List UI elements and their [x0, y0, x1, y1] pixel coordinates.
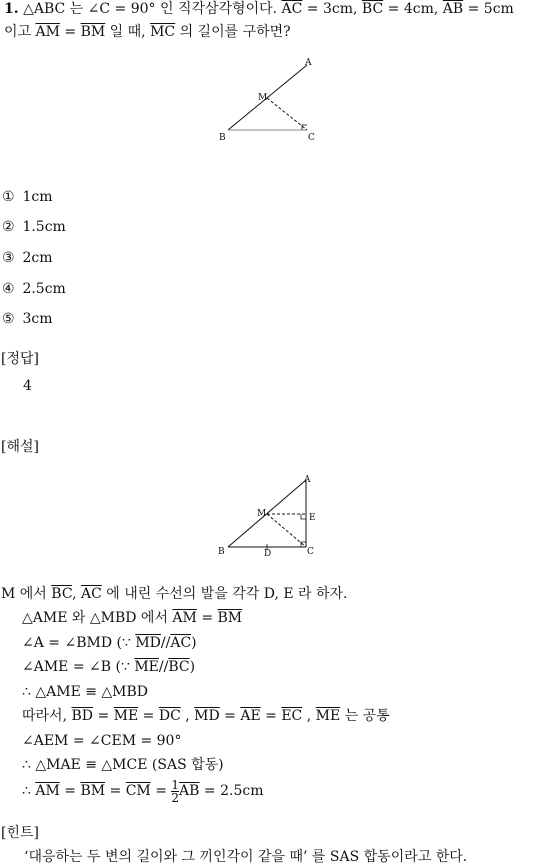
text: =	[150, 783, 172, 799]
segment-dc: $\overline{DC}$	[158, 708, 181, 724]
segment-am: $\overline{AM}$	[35, 24, 60, 40]
choice-2-text: 1.5cm	[22, 219, 66, 235]
solution-line-6	[22, 709, 390, 723]
choice-3-text: 2cm	[22, 250, 53, 266]
question-text: = 4cm,	[383, 1, 443, 17]
answer-heading: [정답]	[1, 351, 39, 367]
choice-4-mark: ④	[2, 281, 15, 297]
choice-4-text: 2.5cm	[22, 281, 66, 297]
segment-ac: $\overline{AC}$	[80, 586, 102, 602]
solution-figure	[210, 472, 325, 560]
hint-text: ‘대응하는 두 변의 길이와 그 끼인각이 같을 때’ 를 SAS 합동이라고 한다.	[24, 849, 468, 865]
label-m: M	[257, 509, 267, 519]
text: ,	[302, 708, 316, 724]
solution-line-3	[22, 636, 197, 650]
solution-heading: [해설]	[1, 439, 39, 455]
answer-value: 4	[23, 378, 32, 394]
label-c: C	[307, 547, 314, 557]
text: =	[196, 610, 218, 626]
question-text: 이고	[4, 24, 36, 40]
text: ∠AME = ∠B (∵	[22, 659, 135, 675]
segment-ae: $\overline{AE}$	[240, 708, 261, 724]
choice-2[interactable]	[2, 220, 66, 234]
segment-ab: $\overline{AB}$	[442, 1, 464, 17]
hint-heading: [힌트]	[1, 825, 39, 841]
segment-cm: $\overline{CM}$	[125, 783, 151, 799]
solution-line-9	[22, 777, 263, 805]
segment-me: $\overline{ME}$	[315, 708, 341, 724]
label-d: D	[264, 549, 272, 559]
question-text: =	[59, 24, 81, 40]
segment-ab: $\overline{AB}$	[179, 783, 200, 799]
question-text: = 3cm,	[302, 1, 362, 17]
segment-am: $\overline{AM}$	[35, 783, 60, 799]
label-e: E	[309, 513, 316, 523]
text: 따라서,	[22, 708, 72, 724]
label-a: A	[304, 475, 311, 485]
segment-mc: $\overline{MC}$	[150, 24, 176, 40]
choice-1-mark: ①	[2, 189, 15, 205]
choice-5-text: 3cm	[22, 311, 53, 327]
triangle-figure	[210, 58, 325, 148]
text: =	[59, 783, 81, 799]
choice-1-text: 1cm	[22, 189, 53, 205]
segment-bd: $\overline{BD}$	[71, 708, 93, 724]
text: 에 내린 수선의 발을 각각 D, E 라 하자.	[101, 586, 348, 602]
segment-md: $\overline{MD}$	[135, 635, 161, 651]
segment-ac: $\overline{AC}$	[170, 635, 192, 651]
text: ,	[72, 586, 81, 602]
text: ∴	[22, 783, 36, 799]
segment-me: $\overline{ME}$	[134, 659, 159, 675]
text: M 에서	[1, 586, 52, 602]
text: =	[219, 708, 241, 724]
choice-3-mark: ③	[2, 250, 15, 266]
solution-line-5: ∴ △AME ≡ △MBD	[22, 684, 149, 700]
text: △AME 와 △MBD 에서	[22, 610, 173, 626]
segment-md: $\overline{MD}$	[194, 708, 220, 724]
segment-mc-line	[267, 98, 307, 130]
segment-bm: $\overline{BM}$	[217, 610, 243, 626]
fraction-denominator: 2	[171, 790, 180, 805]
text: = 2.5cm	[199, 783, 264, 799]
choice-1[interactable]	[2, 190, 52, 204]
choice-5-mark: ⑤	[2, 311, 15, 327]
segment-bc: $\overline{BC}$	[168, 659, 190, 675]
text: ∠A = ∠BMD (∵	[22, 635, 136, 651]
text: ,	[180, 708, 195, 724]
fraction-numerator: 1	[171, 777, 180, 792]
segment-am: $\overline{AM}$	[172, 610, 197, 626]
choice-2-mark: ②	[2, 219, 15, 235]
label-c: C	[308, 133, 315, 143]
text: 는 공통	[340, 708, 390, 724]
question-text: 의 길이를 구하면?	[175, 24, 291, 40]
text: //	[160, 635, 171, 651]
text: =	[105, 783, 126, 799]
text: =	[138, 708, 159, 724]
segment-me: $\overline{ME}$	[113, 708, 139, 724]
question-text: 일 때,	[105, 24, 151, 40]
question-text: △ABC 는 ∠C = 90° 인 직각삼각형이다.	[23, 1, 282, 17]
text: =	[260, 708, 282, 724]
question-line-2	[4, 25, 291, 39]
segment-ec: $\overline{EC}$	[281, 708, 303, 724]
text: )	[191, 635, 197, 651]
question-line-1	[4, 2, 514, 16]
segment-bc: $\overline{BC}$	[361, 1, 384, 17]
segment-bm: $\overline{BM}$	[80, 783, 106, 799]
question-text: = 5cm	[463, 1, 514, 17]
label-b: B	[218, 547, 225, 557]
label-a: A	[305, 58, 312, 68]
text: //	[158, 659, 169, 675]
label-m: M	[258, 93, 268, 103]
choice-5[interactable]	[2, 312, 52, 326]
label-b: B	[219, 133, 226, 143]
solution-line-4	[22, 660, 195, 674]
choice-3[interactable]	[2, 251, 52, 265]
question-number: 1.	[4, 1, 19, 17]
solution-line-8: ∴ △MAE ≡ △MCE (SAS 합동)	[22, 757, 224, 773]
choice-4[interactable]	[2, 282, 66, 296]
solution-line-2	[22, 611, 242, 625]
solution-line-1	[1, 587, 348, 601]
text: )	[189, 659, 196, 675]
solution-line-7: ∠AEM = ∠CEM = 90°	[22, 733, 182, 749]
segment-ac: $\overline{AC}$	[281, 1, 303, 17]
text: =	[93, 708, 114, 724]
segment-mc-line	[267, 514, 306, 547]
segment-bc: $\overline{BC}$	[51, 586, 73, 602]
segment-bm: $\overline{BM}$	[80, 24, 106, 40]
right-angle-mark-e	[301, 514, 306, 519]
fraction-one-half	[171, 779, 179, 804]
